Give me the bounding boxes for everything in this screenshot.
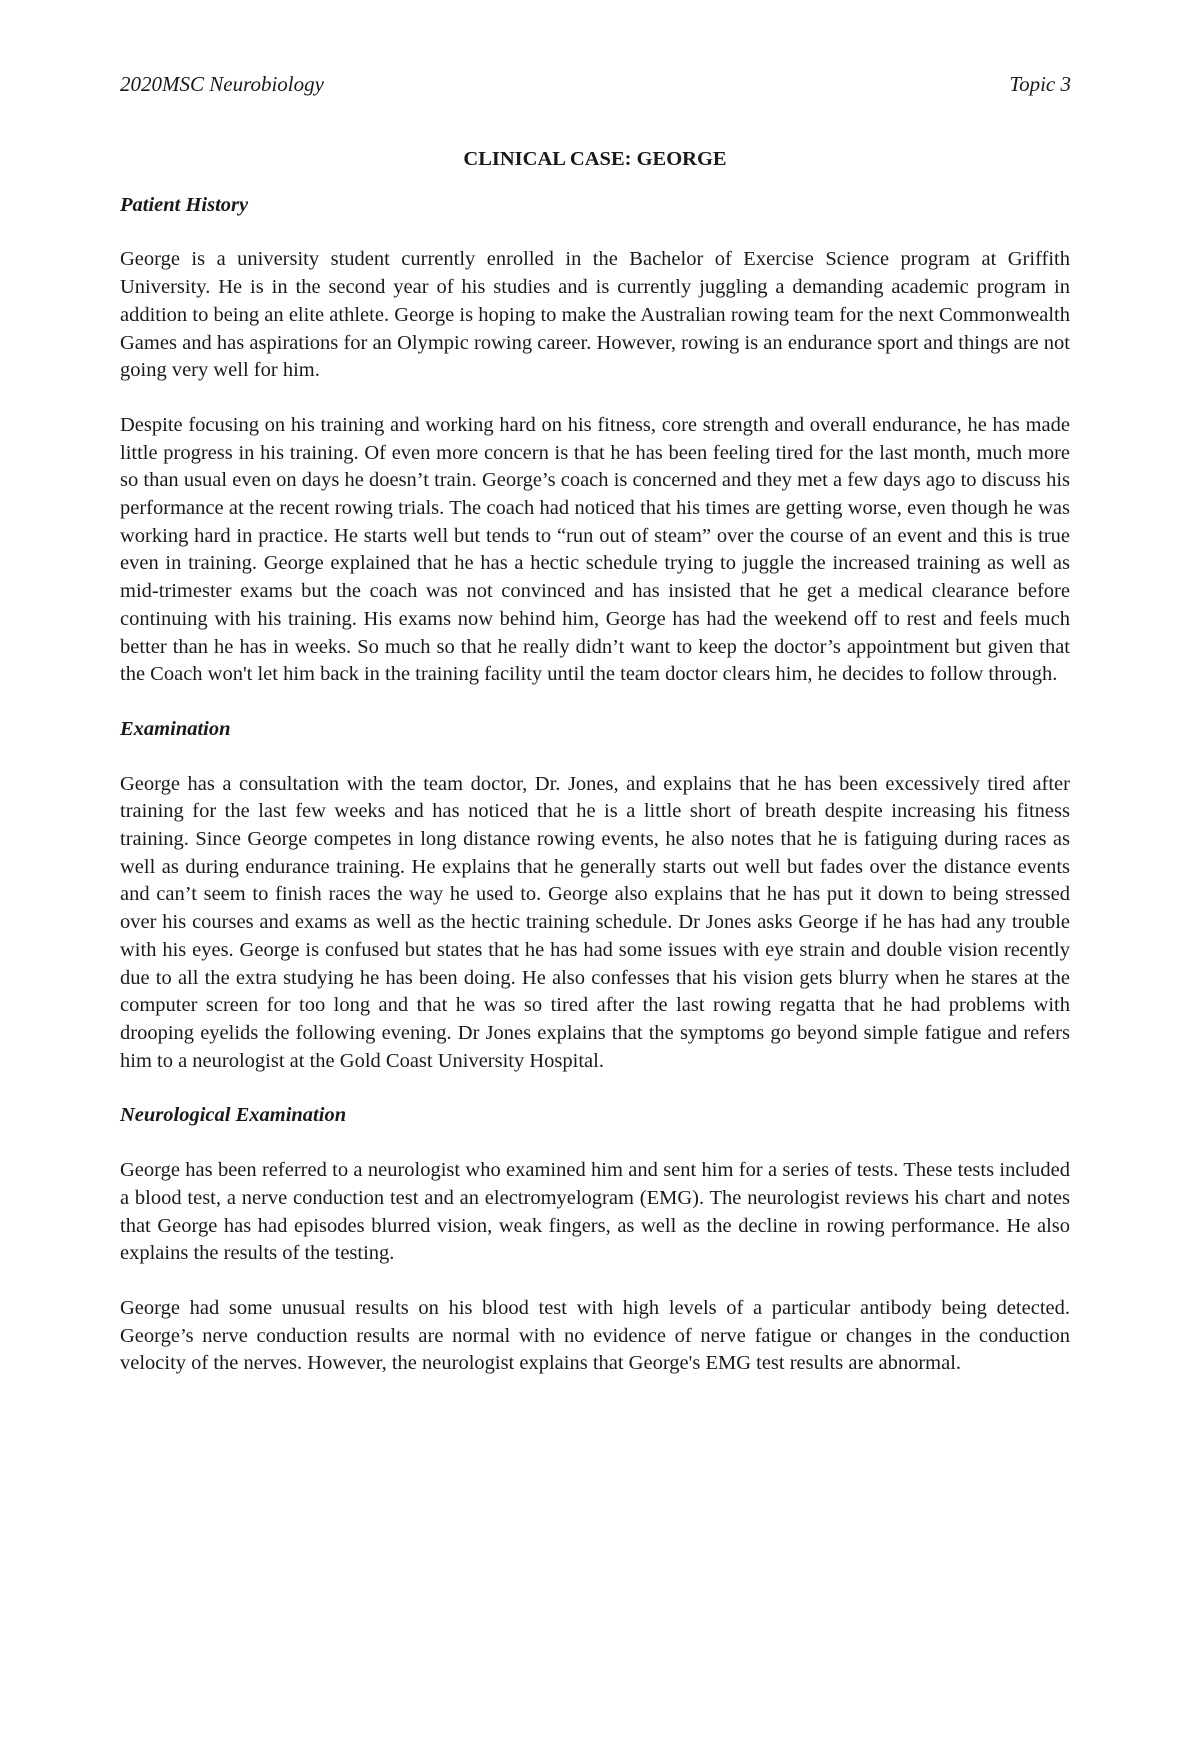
section-neurological-examination <box>120 1102 1070 1378</box>
section-patient-history <box>120 192 1070 689</box>
topic-label: Topic 3 <box>1009 72 1071 96</box>
section-heading: Patient History <box>120 193 249 216</box>
section-examination <box>120 716 1070 1075</box>
section-heading: Examination <box>120 717 231 740</box>
paragraph: George has been referred to a neurologist who examined him and sent him for a series of tests. These tests included a blood test, a nerve conduction test and an electromyelogram (EMG). The neurologist reviews his chart and notes that George has had episodes blurred vision, weak fingers, as well as the decline in rowing performance. He also explains the results of the testing. <box>120 1159 1070 1265</box>
document-body <box>120 146 1070 1405</box>
paragraph: George has a consultation with the team doctor, Dr. Jones, and explains that he has been excessively tired after training for the last few weeks and has noticed that he is a little short of breath despite increasing his fitness training. Since George competes in long distance rowing events, he also notes that he is fatiguing during races as well as during endurance training. He explains that he generally starts out well but fades over the distance events and can’t seem to finish races the way he used to. George also explains that he has put it down to being stressed over his courses and exams as well as the hectic training schedule. Dr Jones asks George if he has had any trouble with his eyes. George is confused but states that he has had some issues with eye strain and double vision recently due to all the extra studying he has been doing. He also confesses that his vision gets blurry when he stares at the computer screen for too long and that he was so tired after the last rowing regatta that he had problems with drooping eyelids the following evening. Dr Jones explains that the symptoms go beyond simple fatigue and refers him to a neurologist at the Gold Coast University Hospital. <box>120 772 1070 1072</box>
section-heading: Neurological Examination <box>120 1104 347 1127</box>
paragraph: George is a university student currently enrolled in the Bachelor of Exercise Science program at Griffith University. He is in the second year of his studies and is currently juggling a demanding academic program in addition to being an elite athlete. George is hoping to make the Australian rowing team for the next Commonwealth Games and has aspirations for an Olympic rowing career. However, rowing is an endurance sport and things are not going very well for him. <box>120 248 1070 382</box>
case-title: CLINICAL CASE: GEORGE <box>463 148 727 170</box>
running-header <box>120 72 1071 96</box>
paragraph: Despite focusing on his training and working hard on his fitness, core strength and overall endurance, he has made little progress in his training. Of even more concern is that he has been feeling tired for the last month, much more so than usual even on days he doesn’t train. George’s coach is concerned and they met a few days ago to discuss his performance at the recent rowing trials. The coach had noticed that his times are getting worse, even though he was working hard in practice. He starts well but tends to “run out of steam” over the course of an event and this is true even in training. George explained that he has a hectic schedule trying to juggle the increased training as well as mid-trimester exams but the coach was not convinced and has insisted that he get a medical clearance before continuing with his training. His exams now behind him, George has had the weekend off to rest and feels much better than he has in weeks. So much so that he really didn’t want to keep the doctor’s appointment but given that the Coach won't let him back in the training facility until the team doctor clears him, he decides to follow through. <box>120 413 1070 686</box>
paragraph: George had some unusual results on his blood test with high levels of a particular antibody being detected. George’s nerve conduction results are normal with no evidence of nerve fatigue or changes in the conduction velocity of the nerves. However, the neurologist explains that George's EMG test results are abnormal. <box>120 1296 1070 1375</box>
course-code: 2020MSC Neurobiology <box>120 72 324 96</box>
